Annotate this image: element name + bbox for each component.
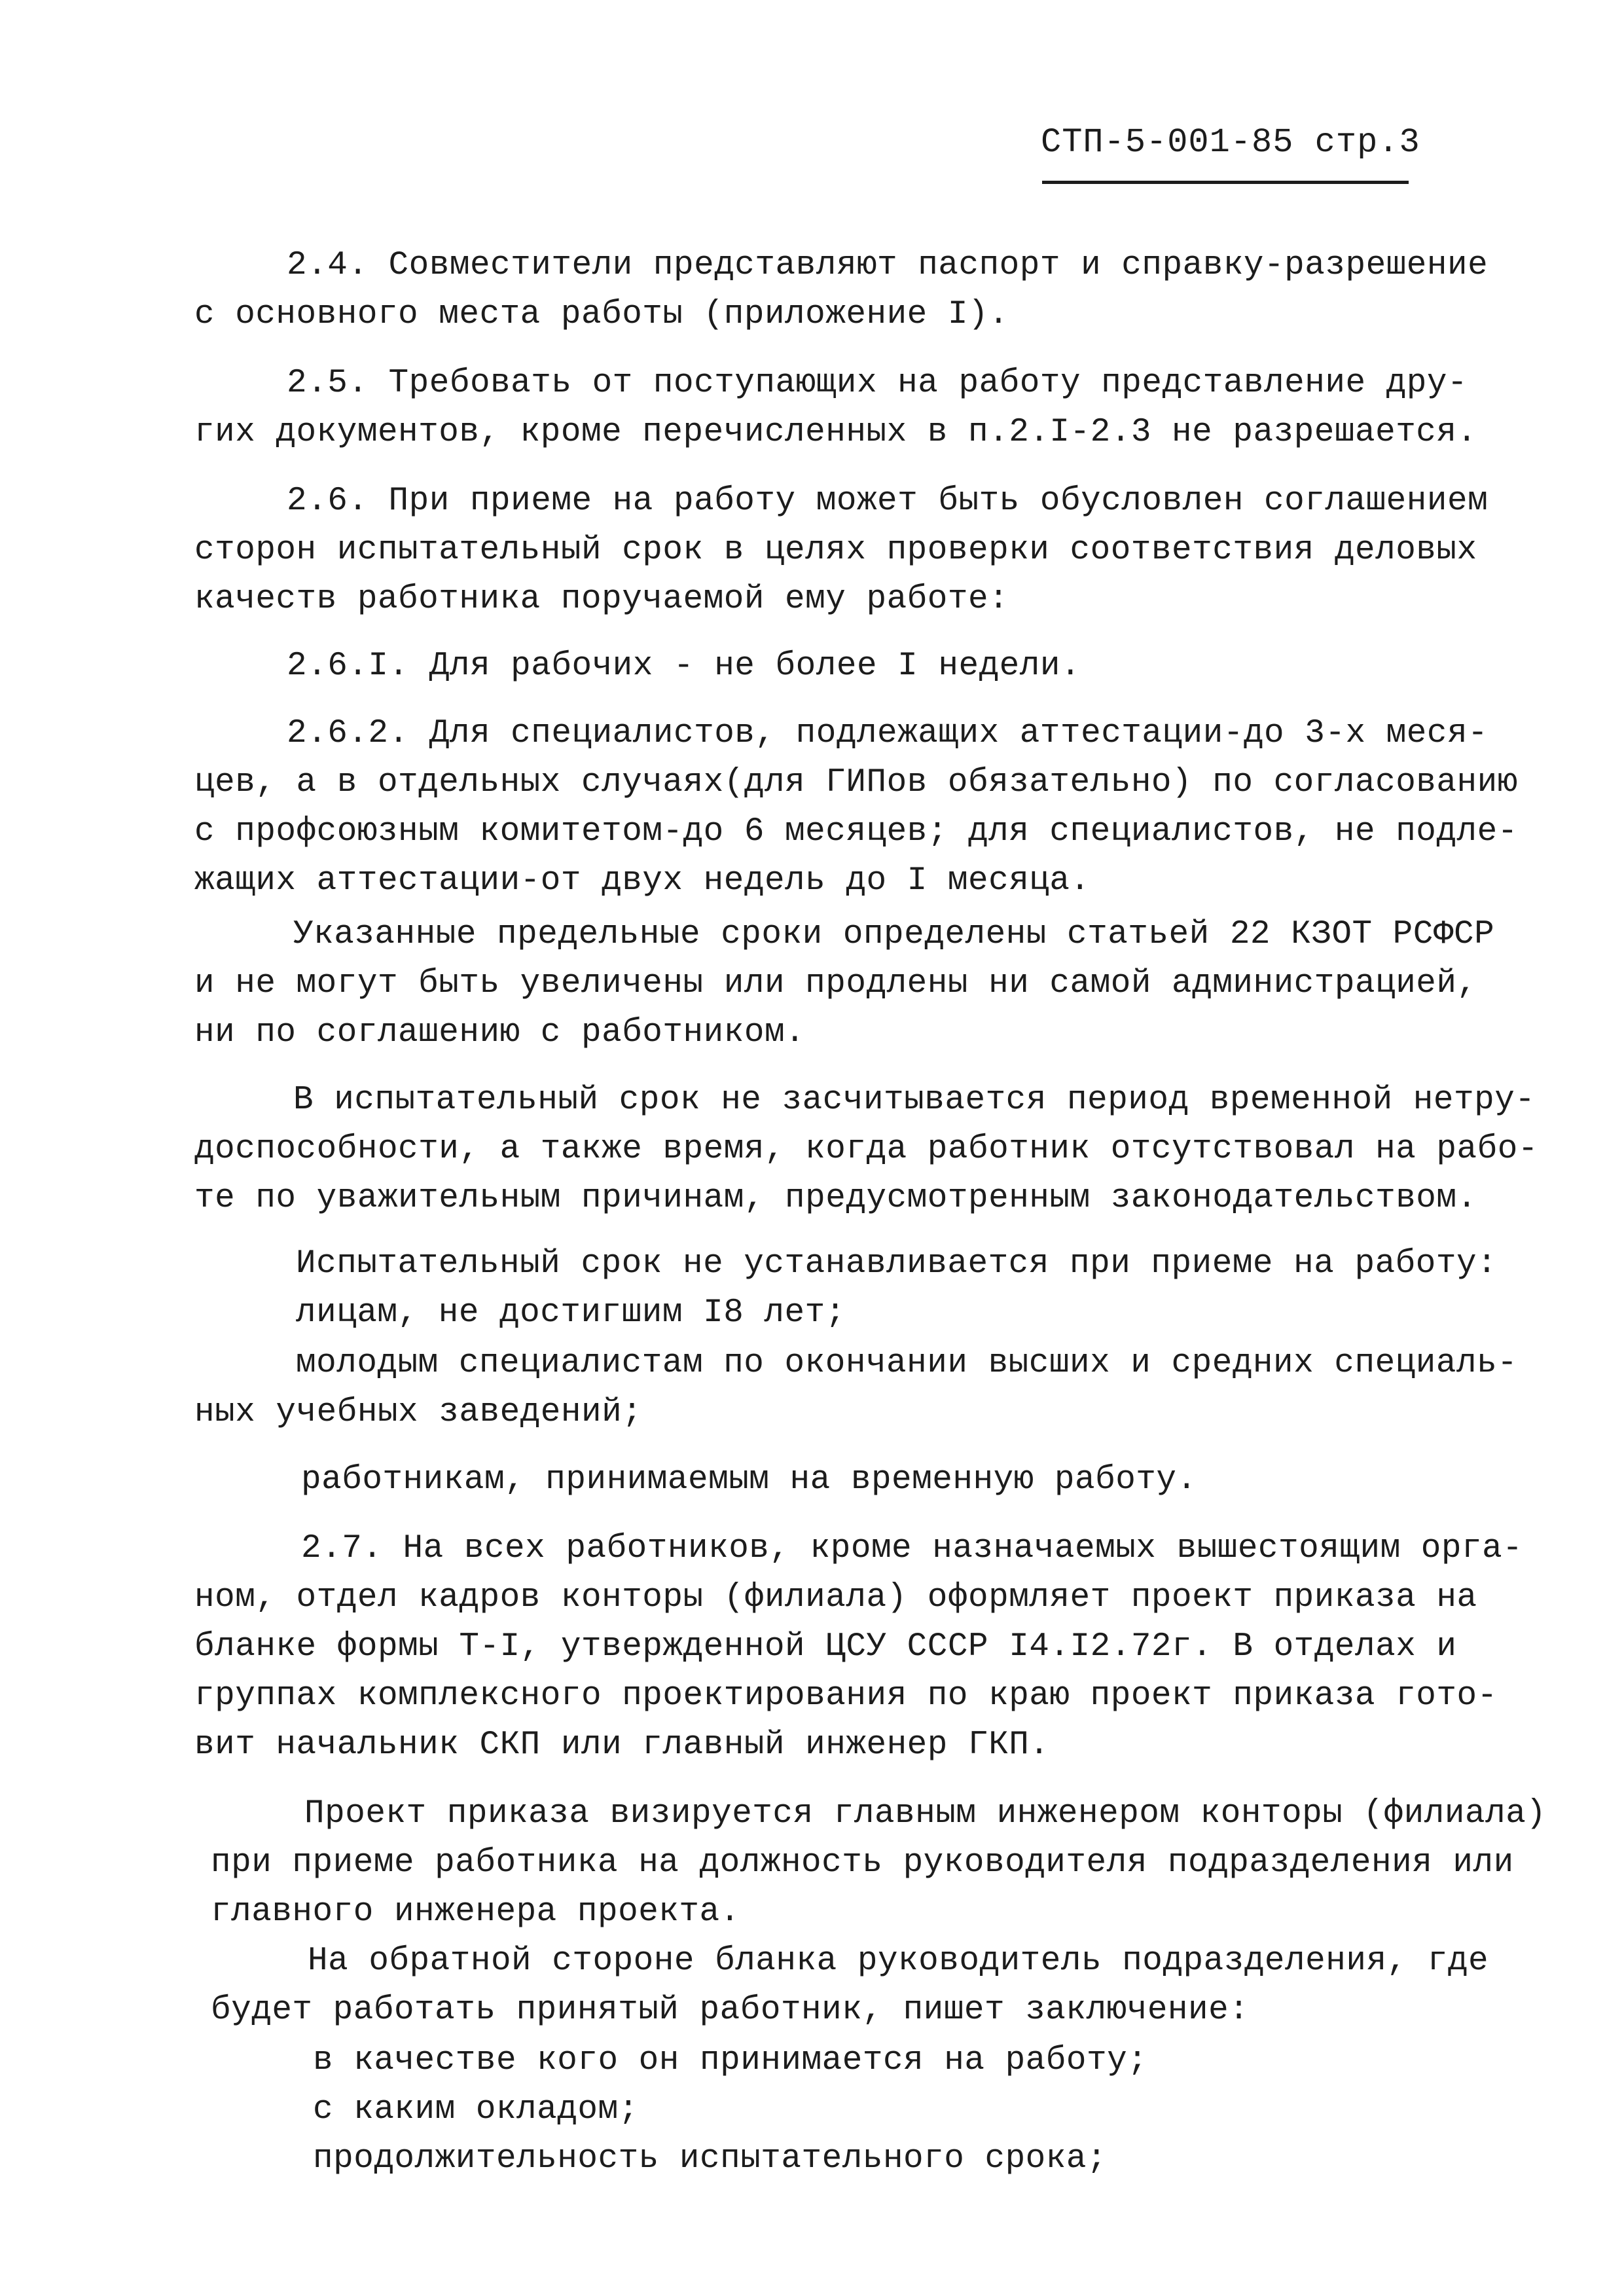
text-line: 2.6. При приеме на работу может быть обусловлен соглашением xyxy=(287,483,1489,520)
text-line: при приеме работника на должность руководителя подразделения или xyxy=(211,1844,1514,1882)
text-line: ни по соглашению с работником. xyxy=(194,1014,806,1051)
text-line: молодым специалистам по окончании высших и средних специаль- xyxy=(296,1345,1518,1382)
text-line: 2.6.2. Для специалистов, подлежащих аттестации-до 3-х меся- xyxy=(287,715,1489,752)
text-line: бланке формы Т-I, утвержденной ЦСУ СССР I4.I2.72г. В отделах и xyxy=(194,1628,1457,1666)
text-line: с профсоюзным комитетом-до 6 месяцев; для специалистов, не подле- xyxy=(194,813,1518,850)
text-line: лицам, не достигшим I8 лет; xyxy=(296,1294,846,1332)
text-line: цев, а в отдельных случаях(для ГИПов обязательно) по согласованию xyxy=(194,764,1518,801)
text-line: продолжительность испытательного срока; xyxy=(313,2140,1108,2178)
text-line: На обратной стороне бланка руководитель подразделения, где xyxy=(308,1942,1489,1980)
text-line: и не могут быть увеличены или продлены ни самой администрацией, xyxy=(194,965,1477,1002)
text-line: 2.7. На всех работников, кроме назначаемых вышестоящим орга- xyxy=(301,1530,1523,1567)
text-line: с каким окладом; xyxy=(313,2091,639,2128)
text-line: в качестве кого он принимается на работу; xyxy=(313,2042,1148,2079)
text-line: ном, отдел кадров конторы (филиала) оформляет проект приказа на xyxy=(194,1579,1477,1616)
text-line: качеств работника поручаемой ему работе: xyxy=(194,581,1009,618)
text-line: Указанные предельные сроки определены статьей 22 КЗОТ РСФСР xyxy=(293,916,1495,953)
text-line: 2.4. Совместители представляют паспорт и справку-разрешение xyxy=(287,247,1489,284)
header-underline xyxy=(1042,181,1409,184)
text-line: 2.6.I. Для рабочих - не более I недели. xyxy=(287,647,1081,685)
text-line: Испытательный срок не устанавливается при приеме на работу: xyxy=(296,1245,1498,1283)
text-line: доспособности, а также время, когда работник отсутствовал на рабо- xyxy=(194,1131,1538,1168)
text-line: ных учебных заведений; xyxy=(194,1394,643,1431)
text-line: вит начальник СКП или главный инженер ГКП. xyxy=(194,1726,1050,1764)
text-line: 2.5. Требовать от поступающих на работу представление дру- xyxy=(287,365,1468,402)
text-line: жащих аттестации-от двух недель до I месяца. xyxy=(194,862,1091,900)
text-line: главного инженера проекта. xyxy=(211,1893,740,1931)
text-line: В испытательный срок не засчитывается период временной нетру- xyxy=(293,1082,1536,1119)
text-line: группах комплексного проектирования по краю проект приказа гото- xyxy=(194,1677,1498,1715)
text-line: те по уважительным причинам, предусмотренным законодательством. xyxy=(194,1180,1477,1217)
text-line: сторон испытательный срок в целях проверки соответствия деловых xyxy=(194,532,1477,569)
text-line: будет работать принятый работник, пишет заключение: xyxy=(211,1992,1250,2029)
document-reference: СТП-5-001-85 стр.3 xyxy=(1041,123,1420,162)
text-line: работникам, принимаемым на временную работу. xyxy=(301,1461,1197,1499)
text-line: гих документов, кроме перечисленных в п.2.I-2.3 не разрешается. xyxy=(194,414,1477,451)
text-line: Проект приказа визируется главным инженером конторы (филиала) xyxy=(304,1795,1547,1832)
text-line: с основного места работы (приложение I). xyxy=(194,296,1009,333)
